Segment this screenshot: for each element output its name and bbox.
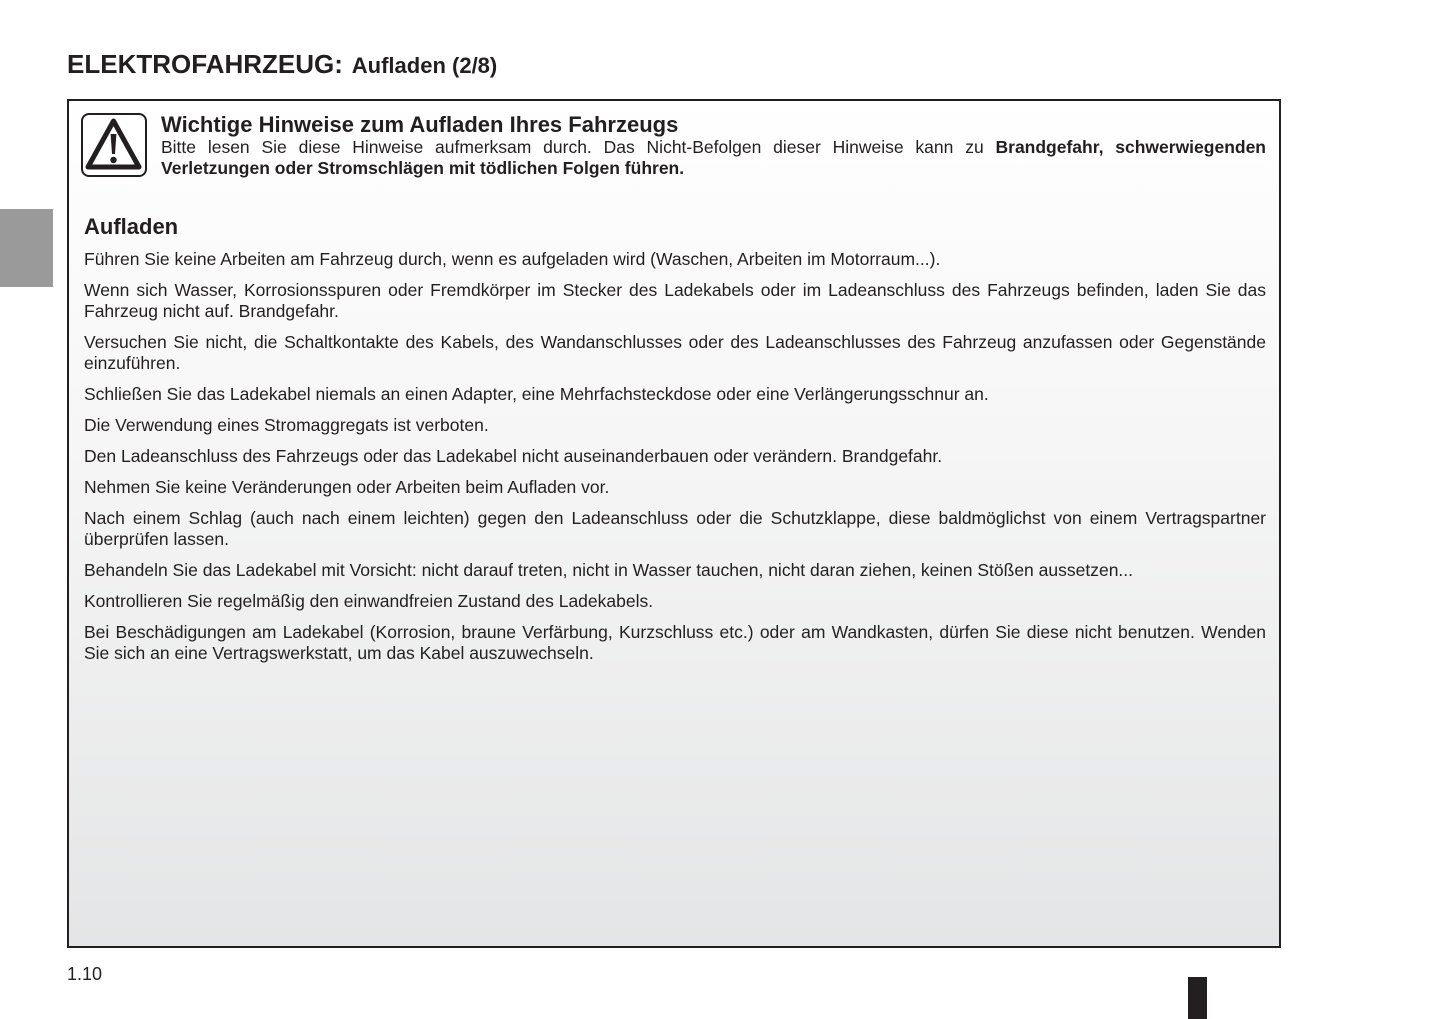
instruction-paragraph: Versuchen Sie nicht, die Schaltkontakte des Kabels, des Wandanschlusses oder des Ladeanschlusses des Fahrzeug anzufassen oder Gegenstände einzuführen.: [84, 332, 1266, 373]
instruction-paragraph: Den Ladeanschluss des Fahrzeugs oder das Ladekabel nicht auseinanderbauen oder verändern. Brandgefahr.: [84, 446, 943, 466]
instruction-paragraph: Nach einem Schlag (auch nach einem leichten) gegen den Ladeanschluss oder die Schutzklappe, diese baldmöglichst von einem Vertragspartner überprüfen lassen.: [84, 508, 1266, 549]
page-title-sub: Aufladen (2/8): [351, 53, 498, 78]
warning-heading: Wichtige Hinweise zum Aufladen Ihres Fahrzeugs: [161, 112, 679, 137]
warning-intro-emphasis: Brandgefahr, schwerwiegenden Verletzungen oder Stromschlägen mit tödlichen Folgen führen.: [161, 137, 1266, 178]
instruction-paragraph: Schließen Sie das Ladekabel niemals an einen Adapter, eine Mehrfachsteckdose oder eine Verlängerungsschnur an.: [84, 384, 989, 404]
warning-box: [67, 99, 1281, 948]
page-title: [67, 44, 497, 81]
warning-intro: [161, 137, 1266, 179]
instruction-paragraph: Wenn sich Wasser, Korrosionsspuren oder Fremdkörper im Stecker des Ladekabels oder im Ladeanschluss des Fahrzeugs befinden, laden Sie das Fahrzeug nicht auf. Brandgefahr.: [84, 280, 1266, 321]
warning-intro-text: Bitte lesen Sie diese Hinweise aufmerksam durch. Das Nicht-Befolgen dieser Hinweise kann zu: [161, 137, 996, 157]
instruction-paragraph: Nehmen Sie keine Veränderungen oder Arbeiten beim Aufladen vor.: [84, 477, 610, 497]
instruction-paragraph: Führen Sie keine Arbeiten am Fahrzeug durch, wenn es aufgeladen wird (Waschen, Arbeiten im Motorraum...).: [84, 249, 941, 269]
chapter-tab-marker: [0, 209, 53, 287]
warning-triangle-icon: [81, 113, 147, 177]
instruction-list: [84, 249, 1266, 674]
instruction-paragraph: Behandeln Sie das Ladekabel mit Vorsicht: nicht darauf treten, nicht in Wasser tauchen, nicht daran ziehen, keinen Stößen aussetzen...: [84, 560, 1134, 580]
section-heading: Aufladen: [84, 214, 179, 239]
instruction-paragraph: Bei Beschädigungen am Ladekabel (Korrosion, braune Verfärbung, Kurzschluss etc.) oder am Wandkasten, dürfen Sie diese nicht benutzen. Wenden Sie sich an eine Vertragswerkstatt, um das Kabel auszuwechseln.: [84, 622, 1266, 663]
instruction-paragraph: Kontrollieren Sie regelmäßig den einwandfreien Zustand des Ladekabels.: [84, 591, 654, 611]
instruction-paragraph: Die Verwendung eines Stromaggregats ist verboten.: [84, 415, 489, 435]
page-title-main: ELEKTROFAHRZEUG:: [67, 49, 343, 79]
page-edge-marker: [1188, 977, 1207, 1019]
page-number: 1.10: [67, 964, 103, 984]
